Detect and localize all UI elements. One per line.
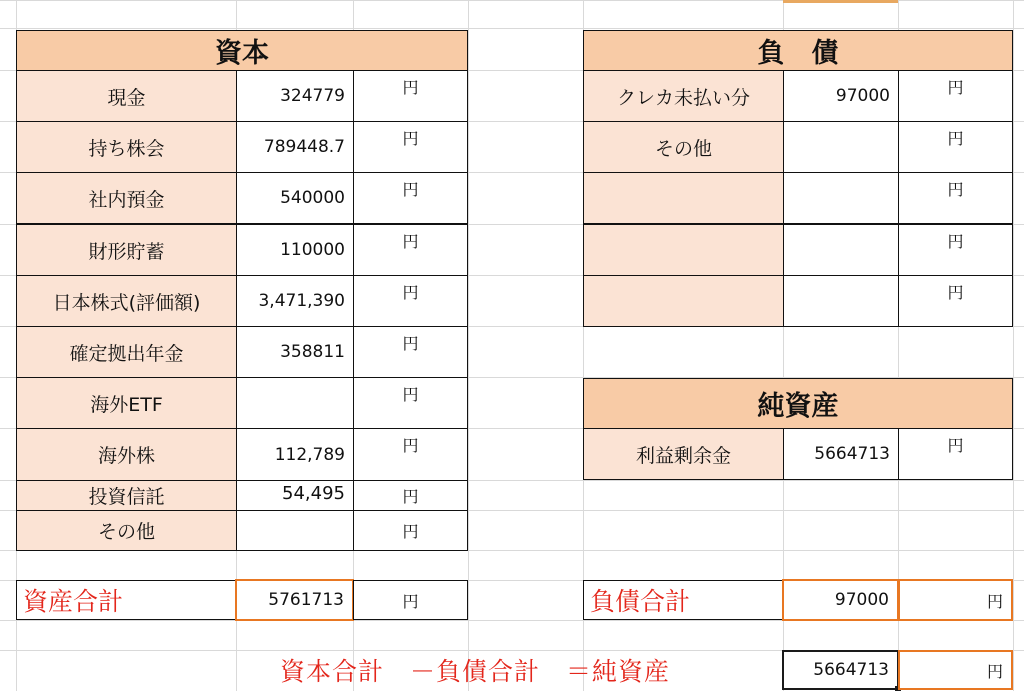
asset-label[interactable]: 現金 <box>16 70 237 122</box>
liabilities-total-label[interactable]: 負債合計 <box>583 580 784 620</box>
asset-label[interactable]: 確定拠出年金 <box>16 326 237 378</box>
asset-value[interactable] <box>236 510 354 551</box>
asset-unit[interactable]: 円 <box>353 480 468 511</box>
asset-value[interactable]: 54,495 <box>236 480 354 511</box>
asset-unit[interactable]: 円 <box>353 377 468 429</box>
asset-unit[interactable]: 円 <box>353 121 468 173</box>
asset-unit[interactable]: 円 <box>353 326 468 378</box>
liability-value[interactable] <box>783 121 899 173</box>
asset-unit[interactable]: 円 <box>353 70 468 122</box>
net-assets-label[interactable]: 利益剰余金 <box>583 428 784 480</box>
liability-unit[interactable]: 円 <box>898 172 1013 224</box>
asset-unit[interactable]: 円 <box>353 172 468 224</box>
liability-label[interactable] <box>583 224 784 276</box>
asset-label[interactable]: 社内預金 <box>16 172 237 224</box>
liability-unit[interactable]: 円 <box>898 224 1013 276</box>
net-assets-title[interactable]: 純資産 <box>583 378 1013 429</box>
asset-value[interactable]: 324779 <box>236 70 354 122</box>
asset-unit[interactable]: 円 <box>353 224 468 276</box>
asset-label[interactable]: 日本株式(評価額) <box>16 275 237 327</box>
asset-label[interactable]: その他 <box>16 510 237 551</box>
liability-value[interactable] <box>783 224 899 276</box>
asset-value[interactable]: 110000 <box>236 224 354 276</box>
asset-label[interactable]: 海外株 <box>16 428 237 481</box>
liability-label[interactable] <box>583 172 784 224</box>
liability-unit[interactable]: 円 <box>898 70 1013 122</box>
liabilities-total-value[interactable]: 97000 <box>782 579 899 621</box>
asset-value[interactable]: 3,471,390 <box>236 275 354 327</box>
liability-value[interactable]: 97000 <box>783 70 899 122</box>
liability-label[interactable]: その他 <box>583 121 784 173</box>
asset-label[interactable]: 投資信託 <box>16 480 237 511</box>
asset-unit[interactable]: 円 <box>353 428 468 481</box>
asset-value[interactable]: 112,789 <box>236 428 354 481</box>
formula-text[interactable]: 資本合計 －負債合計 ＝純資産 <box>280 657 671 686</box>
net-assets-unit[interactable]: 円 <box>898 428 1013 480</box>
assets-total-value[interactable]: 5761713 <box>235 579 354 621</box>
asset-label[interactable]: 海外ETF <box>16 377 237 429</box>
liability-label[interactable]: クレカ未払い分 <box>583 70 784 122</box>
asset-unit[interactable]: 円 <box>353 275 468 327</box>
asset-label[interactable]: 持ち株会 <box>16 121 237 173</box>
asset-unit[interactable]: 円 <box>353 510 468 551</box>
asset-value[interactable] <box>236 377 354 429</box>
liability-label[interactable] <box>583 275 784 327</box>
liability-value[interactable] <box>783 172 899 224</box>
assets-total-label[interactable]: 資産合計 <box>16 580 237 620</box>
asset-label[interactable]: 財形貯蓄 <box>16 224 237 276</box>
formula-result-unit[interactable]: 円 <box>898 650 1013 690</box>
assets-total-unit[interactable]: 円 <box>353 580 468 620</box>
liability-value[interactable] <box>783 275 899 327</box>
liability-unit[interactable]: 円 <box>898 275 1013 327</box>
asset-value[interactable]: 358811 <box>236 326 354 378</box>
liabilities-total-unit[interactable]: 円 <box>898 579 1013 621</box>
asset-value[interactable]: 789448.7 <box>236 121 354 173</box>
liability-unit[interactable]: 円 <box>898 121 1013 173</box>
net-assets-value[interactable]: 5664713 <box>783 428 899 480</box>
column-header-highlight <box>783 0 898 3</box>
liabilities-title[interactable]: 負 債 <box>583 30 1013 71</box>
asset-value[interactable]: 540000 <box>236 172 354 224</box>
formula-result-value[interactable]: 5664713 <box>782 650 899 690</box>
assets-title[interactable]: 資本 <box>16 30 468 71</box>
